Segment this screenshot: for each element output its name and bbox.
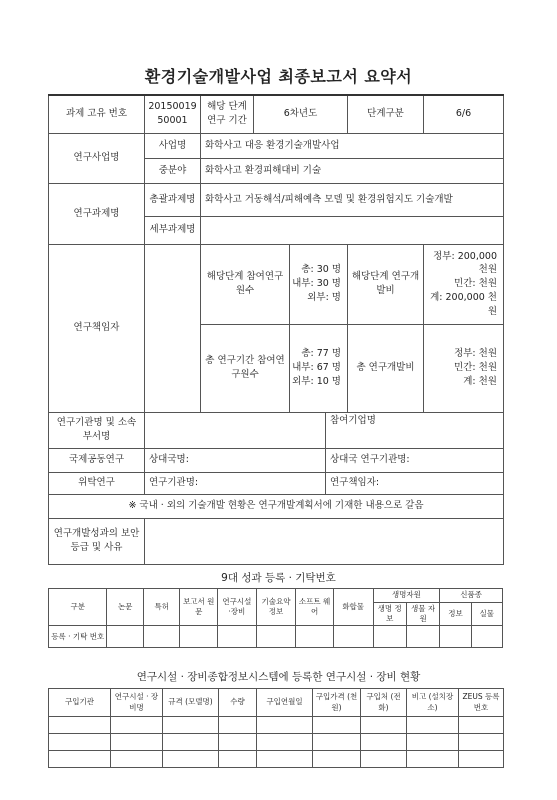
stage-researchers-label: 해당단계 참여연구원수 <box>201 244 290 324</box>
stage-cost-label: 해당단계 연구개발비 <box>348 244 424 324</box>
business-value: 화학사고 대응 환경기술개발사업 <box>201 133 504 158</box>
sub-task-label: 세부과제명 <box>145 216 201 244</box>
category-value: 화학사고 환경피해대비 기술 <box>201 158 504 183</box>
stage-researchers-value: 총: 30 명 내부: 30 명 외부: 명 <box>290 244 348 324</box>
main-task-label: 총괄과제명 <box>145 183 201 216</box>
results-table <box>48 588 503 648</box>
table-row <box>49 751 504 768</box>
security-value <box>145 518 504 564</box>
stage-period-value: 6차년도 <box>254 95 348 133</box>
results-header-2: 특허 <box>143 589 180 626</box>
results-section-title: 9대 성과 등록 · 기탁번호 <box>221 572 336 584</box>
org-value <box>145 412 326 448</box>
equip-header-1: 연구시설 · 장비명 <box>111 689 163 717</box>
lead-blank <box>145 244 201 412</box>
bio-sub-0: 생명 정보 <box>373 603 406 626</box>
equip-header-5: 구입가격 (천원) <box>313 689 361 717</box>
sub-task-value <box>201 216 504 244</box>
stage-type-value: 6/6 <box>424 95 504 133</box>
results-header-3: 보고서 원문 <box>180 589 218 626</box>
intl-label: 국제공동연구 <box>49 448 145 472</box>
stage-period-label: 해당 단계 연구 기간 <box>201 95 254 133</box>
partner-country: 상대국명: <box>145 448 326 472</box>
note-text: ※ 국내 · 외의 기술개발 현황은 연구개발계획서에 기재한 내용으로 갈음 <box>49 494 504 518</box>
equipment-section-title: 연구시설 · 장비종합정보시스템에 등록한 연구시설 · 장비 현황 <box>136 671 421 683</box>
equip-header-8: ZEUS 등록번호 <box>459 689 504 717</box>
results-row-label: 등록 · 기탁 번호 <box>49 626 107 648</box>
equip-header-0: 구입기관 <box>49 689 111 717</box>
lead-group-label: 연구책임자 <box>49 244 145 412</box>
results-header-6: 소프트 웨어 <box>296 589 334 626</box>
equipment-table <box>48 688 504 768</box>
total-researchers-label: 총 연구기간 참여연구원수 <box>201 324 290 412</box>
total-researchers-value: 총: 77 명 내부: 67 명 외부: 10 명 <box>290 324 348 412</box>
equip-header-3: 수량 <box>219 689 257 717</box>
security-label: 연구개발성과의 보안등급 및 사유 <box>49 518 145 564</box>
table-row <box>49 734 504 751</box>
task-no-label: 과제 고유 번호 <box>49 95 145 133</box>
business-label: 사업명 <box>145 133 201 158</box>
new-sub-0: 정보 <box>440 603 471 626</box>
company-label: 참여기업명 <box>326 412 504 448</box>
task-group-label: 연구과제명 <box>49 183 145 244</box>
results-header-0: 구분 <box>49 589 107 626</box>
results-header-5: 기술요약 정보 <box>256 589 296 626</box>
new-variety-label: 신품종 <box>440 589 503 603</box>
project-group-label: 연구사업명 <box>49 133 145 183</box>
commission-label: 위탁연구 <box>49 472 145 494</box>
results-header-4: 연구시설 ·장비 <box>218 589 257 626</box>
equip-header-2: 규격 (모델명) <box>163 689 219 717</box>
commission-head: 연구책임자: <box>326 472 504 494</box>
main-task-value: 화학사고 거동해석/피해예측 모델 및 환경위험지도 기술개발 <box>201 183 504 216</box>
org-label: 연구기관명 및 소속 부서명 <box>49 412 145 448</box>
stage-cost-value: 정부: 200,000천원 민간: 천원 계: 200,000 천원 <box>424 244 504 324</box>
task-no-value: 2015001950001 <box>145 95 201 133</box>
commission-org: 연구기관명: <box>145 472 326 494</box>
table-row <box>49 717 504 734</box>
summary-table <box>48 94 504 565</box>
category-label: 중분야 <box>145 158 201 183</box>
stage-type-label: 단계구분 <box>348 95 424 133</box>
new-sub-1: 실물 <box>471 603 502 626</box>
equip-header-7: 비고 (설치장소) <box>407 689 459 717</box>
partner-org: 상대국 연구기관명: <box>326 448 504 472</box>
equip-header-6: 구입처 (전화) <box>361 689 407 717</box>
page-title: 환경기술개발사업 최종보고서 요약서 <box>144 67 413 86</box>
bio-label: 생명자원 <box>373 589 440 603</box>
results-header-7: 화합물 <box>333 589 373 626</box>
total-cost-label: 총 연구개발비 <box>348 324 424 412</box>
results-header-1: 논문 <box>107 589 144 626</box>
equip-header-4: 구입연월일 <box>257 689 313 717</box>
total-cost-value: 정부: 천원 민간: 천원 계: 천원 <box>424 324 504 412</box>
bio-sub-1: 생물 자원 <box>406 603 439 626</box>
